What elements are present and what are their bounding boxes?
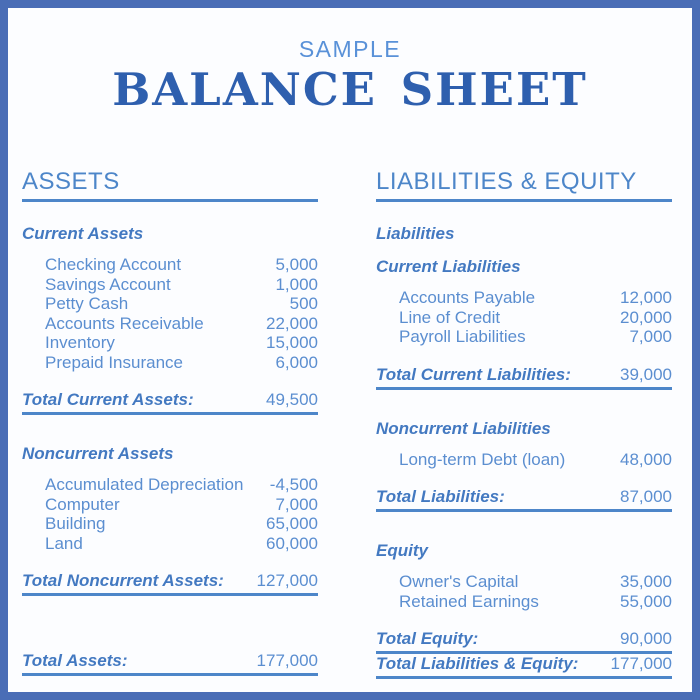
grand-total-label: Total Liabilities & Equity: [376, 654, 579, 673]
line-item-row [22, 333, 318, 353]
line-item-row [376, 327, 672, 347]
line-item-label: Prepaid Insurance [45, 352, 183, 372]
total-label: Total Current Assets: [22, 390, 194, 409]
equity-rows [376, 572, 672, 611]
total-value: 127,000 [256, 571, 318, 590]
line-item-value: 35,000 [620, 572, 672, 591]
line-item-label: Long-term Debt (loan) [399, 449, 566, 469]
total-current-assets-row [22, 390, 318, 415]
total-noncurrent-assets-row [22, 571, 318, 596]
line-item-row [22, 255, 318, 275]
line-item-label: Line of Credit [399, 307, 501, 327]
line-item-label: Accounts Payable [399, 288, 536, 307]
section-label-noncurrent-assets: Noncurrent Assets [22, 444, 174, 463]
current-liabilities-rows [376, 288, 672, 347]
line-item-row [22, 353, 318, 373]
liabilities-equity-heading: LIABILITIES & EQUITY [376, 170, 672, 202]
line-item-value: 12,000 [620, 288, 672, 307]
line-item-label: Land [45, 533, 83, 553]
assets-column [22, 170, 318, 676]
line-item-value: 1,000 [275, 274, 318, 294]
noncurrent-liabilities-rows [376, 450, 672, 470]
assets-heading: ASSETS [22, 170, 318, 202]
line-item-value: 60,000 [266, 533, 318, 553]
columns-container [8, 170, 692, 676]
section-label-current-liabilities: Current Liabilities [376, 257, 521, 276]
liabilities-equity-column [376, 170, 672, 676]
line-item-label: Owner's Capital [399, 572, 519, 591]
line-item-value: 65,000 [266, 514, 318, 533]
line-item-label: Petty Cash [45, 294, 129, 313]
line-item-label: Savings Account [45, 274, 171, 294]
section-label-liabilities: Liabilities [376, 224, 455, 243]
grand-total-value: 177,000 [610, 654, 672, 673]
line-item-row [22, 314, 318, 334]
line-item-row [22, 275, 318, 295]
line-item-value: 7,000 [275, 494, 318, 514]
total-liabilities-equity-row [376, 654, 672, 679]
section-label-current-assets: Current Assets [22, 224, 144, 243]
total-value: 39,000 [620, 364, 672, 384]
line-item-value: 5,000 [275, 255, 318, 274]
line-item-label: Payroll Liabilities [399, 327, 526, 346]
total-label: Total Current Liabilities: [376, 364, 571, 384]
line-item-value: 55,000 [620, 591, 672, 611]
line-item-row [22, 534, 318, 554]
line-item-value: 48,000 [620, 449, 672, 469]
total-value: 90,000 [620, 629, 672, 648]
line-item-row [376, 450, 672, 470]
line-item-value: 22,000 [266, 313, 318, 333]
total-label: Total Liabilities: [376, 487, 505, 506]
line-item-row [22, 514, 318, 534]
total-equity-row [376, 629, 672, 654]
total-value: 49,500 [266, 390, 318, 409]
line-item-label: Accumulated Depreciation [45, 475, 244, 494]
line-item-row [376, 308, 672, 328]
current-assets-rows [22, 255, 318, 372]
line-item-label: Checking Account [45, 255, 182, 274]
total-label: Total Equity: [376, 629, 479, 648]
noncurrent-assets-rows [22, 475, 318, 553]
total-current-liabilities-row [376, 365, 672, 390]
line-item-row [376, 592, 672, 612]
line-item-value: 7,000 [629, 327, 672, 346]
total-value: 87,000 [620, 487, 672, 506]
line-item-value: 6,000 [275, 352, 318, 372]
grand-total-label: Total Assets: [22, 651, 128, 670]
line-item-value: -4,500 [269, 475, 318, 494]
line-item-row [22, 475, 318, 495]
line-item-label: Retained Earnings [399, 591, 539, 611]
total-assets-row [22, 651, 318, 676]
line-item-value: 500 [289, 294, 318, 313]
document-title: BALANCE SHEET [112, 63, 588, 116]
line-item-row [22, 294, 318, 314]
line-item-label: Inventory [45, 333, 115, 352]
line-item-label: Accounts Receivable [45, 313, 204, 333]
line-item-row [376, 288, 672, 308]
line-item-value: 15,000 [266, 333, 318, 352]
line-item-value: 20,000 [620, 307, 672, 327]
total-liabilities-row [376, 487, 672, 512]
line-item-label: Computer [45, 494, 120, 514]
document-eyebrow: SAMPLE [298, 36, 402, 62]
section-label-equity: Equity [376, 541, 428, 560]
line-item-label: Building [45, 514, 106, 533]
section-label-noncurrent-liabilities: Noncurrent Liabilities [376, 418, 551, 438]
grand-total-value: 177,000 [256, 651, 318, 670]
total-label: Total Noncurrent Assets: [22, 571, 224, 590]
line-item-row [22, 495, 318, 515]
line-item-row [376, 572, 672, 592]
